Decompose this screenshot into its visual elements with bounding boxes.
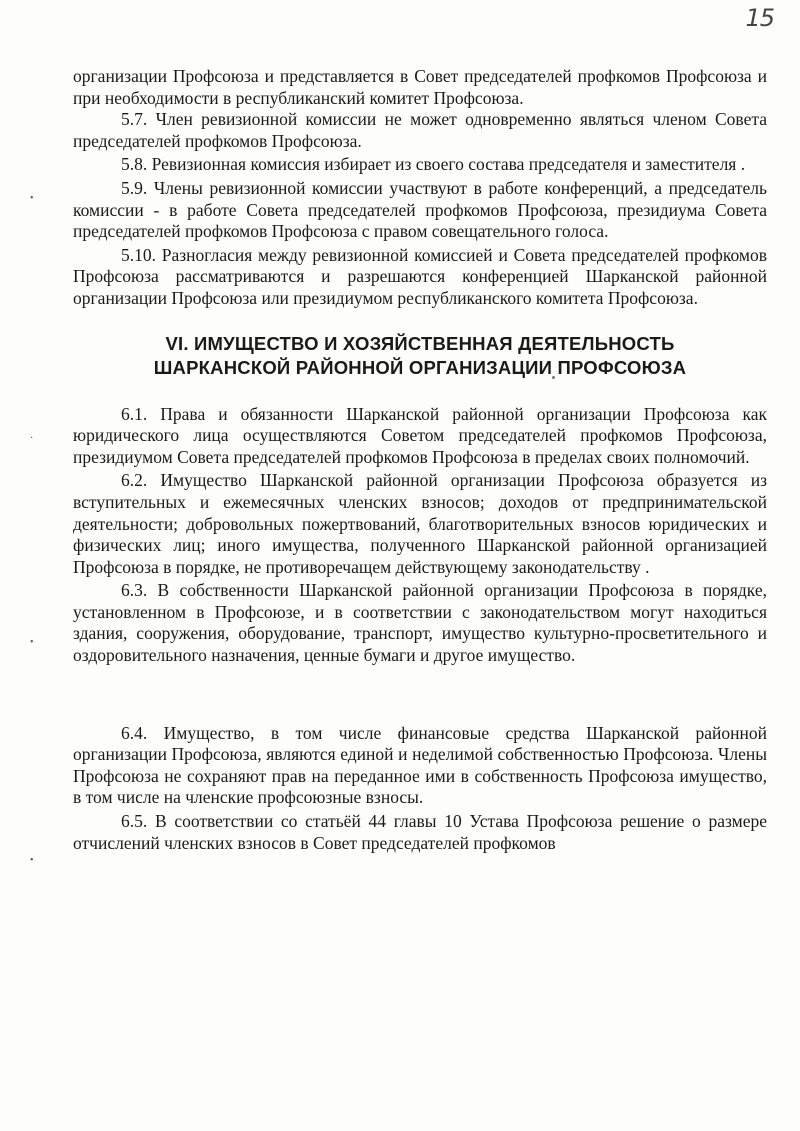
paragraph-6-3: 6.3. В собственности Шарканской районной организации Профсоюза в порядке, установленном в Профсоюзе, и в соответствии с законодательством могут находиться здания, сооружения, оборудование, транспорт, имущество культурно-просветительного и оздоровительного назначения, ценные бумаги и другое имущество. (73, 580, 767, 666)
document-body (73, 66, 767, 854)
margin-mark: • (30, 637, 34, 648)
section-heading-line-2: ШАРКАНСКОЙ РАЙОННОЙ ОРГАНИЗАЦИИ ПРОФСОЮЗА (153, 356, 687, 378)
section-heading (73, 332, 767, 380)
margin-mark: · (30, 433, 34, 444)
margin-mark: • (30, 855, 34, 866)
section-heading-line-1: VI. ИМУЩЕСТВО И ХОЗЯЙСТВЕННАЯ ДЕЯТЕЛЬНОСТЬ (165, 332, 675, 354)
paragraph-6-5: 6.5. В соответствии со статьёй 44 главы 10 Устава Профсоюза решение о размере отчислений членских взносов в Совет председателей профкомов (73, 811, 767, 853)
paragraph-6-4: 6.4. Имущество, в том числе финансовые средства Шарканской районной организации Профсоюза, являются единой и неделимой собственностью Профсоюза. Члены Профсоюза не сохраняют прав на переданное ими в собственность Профсоюза имущество, в том числе на членские профсоюзные взносы. (73, 722, 767, 808)
paragraph-5-9: 5.9. Члены ревизионной комиссии участвуют в работе конференций, а председатель комиссии - в работе Совета председателей профкомов Профсоюза, президиума Совета председателей профкомов Профсоюза с правом совещательного голоса. (73, 177, 767, 242)
page-number: 15 (745, 4, 774, 32)
margin-mark: • (30, 193, 34, 204)
paragraph-5-7: 5.7. Член ревизионной комиссии не может одновременно являться членом Совета председателей профкомов Профсоюза. (73, 109, 767, 151)
paragraph-5-8: 5.8. Ревизионная комиссия избирает из своего состава председателя и заместителя . (121, 154, 746, 175)
paragraph-6-1: 6.1. Права и обязанности Шарканской районной организации Профсоюза как юридического лица осуществляются Советом председателей профкомов Профсоюза, президиумом Совета председателей профкомов Профсоюза в пределах своих полномочий. (73, 403, 767, 467)
paragraph-continuation: организации Профсоюза и представляется в Совет председателей профкомов Профсоюза и при необходимости в республиканский комитет Профсоюза. (73, 66, 767, 108)
paragraph-6-2: 6.2. Имущество Шарканской районной организации Профсоюза образуется из вступительных и ежемесячных членских взносов; доходов от предпринимательской деятельности; добровольных пожертвований, благотворительных взносов юридических и физических лиц; иного имущества, полученного Шарканской районной организацией Профсоюза в порядке, не противоречащем действующему законодательству . (73, 470, 767, 577)
blank-space (73, 667, 767, 723)
paragraph-5-10: 5.10. Разногласия между ревизионной комиссией и Совета председателей профкомов Профсоюза рассматриваются и разрешаются конференцией Шарканской районной организации Профсоюза или президиумом республиканского комитета Профсоюза. (73, 244, 767, 308)
